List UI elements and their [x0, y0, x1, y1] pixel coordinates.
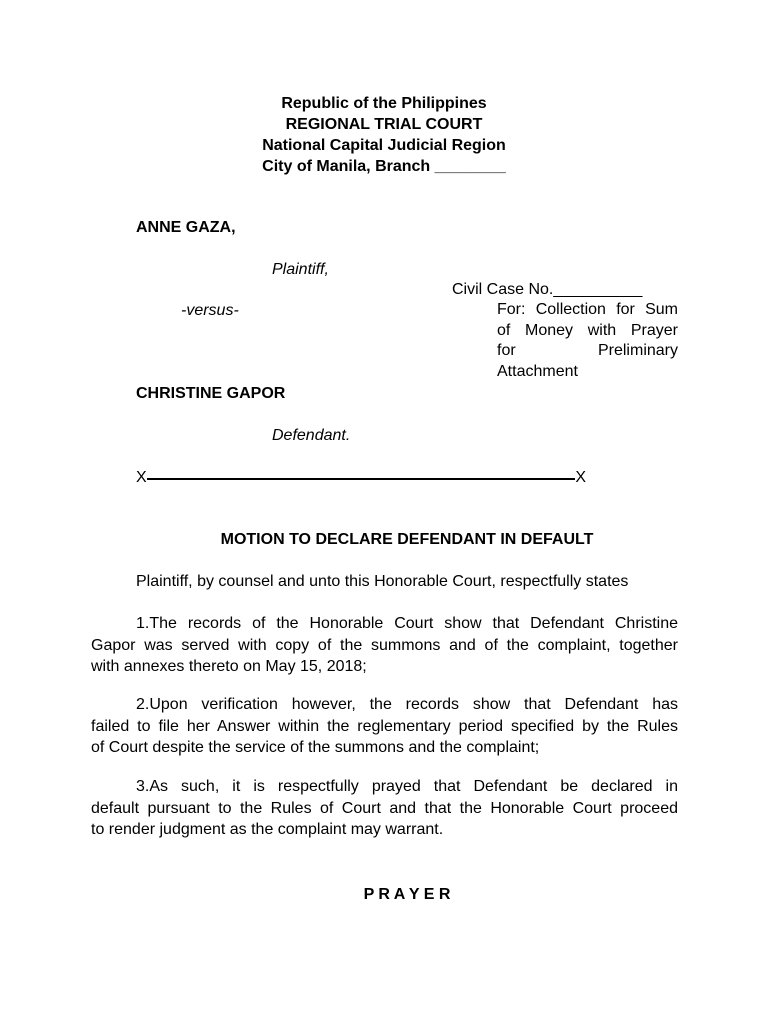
header-republic: Republic of the Philippines — [281, 95, 487, 112]
paragraph-line: 1.The records of the Honorable Court show that Defendant Christine — [136, 615, 678, 632]
header-region: National Capital Judicial Region — [262, 137, 506, 154]
separator-left-x: X — [136, 469, 147, 486]
paragraph-line: 3.As such, it is respectfully prayed that Defendant be declared in — [136, 778, 678, 795]
case-nature-line: for Preliminary — [497, 342, 678, 359]
case-nature-line: of Money with Prayer — [497, 321, 678, 339]
prayer-heading: P R A Y E R — [363, 886, 451, 903]
paragraph-3 — [91, 776, 678, 841]
civil-case-number: Civil Case No.__________ — [452, 281, 643, 298]
defendant-name: CHRISTINE GAPOR — [136, 385, 286, 402]
case-nature — [497, 300, 678, 382]
plaintiff-name: ANNE GAZA, — [136, 219, 236, 236]
paragraph-line: Gapor was served with copy of the summons and of the complaint, together — [91, 636, 678, 654]
paragraph-line: of Court despite the service of the summons and the complaint; — [91, 739, 540, 756]
paragraph-line: 2.Upon verification however, the records show that Defendant has — [136, 696, 678, 713]
intro-statement: Plaintiff, by counsel and unto this Honorable Court, respectfully states — [136, 573, 629, 590]
separator-rule — [147, 478, 576, 480]
separator-right-x: X — [575, 469, 586, 486]
header-city-branch: City of Manila, Branch ________ — [262, 158, 506, 175]
paragraph-line: to render judgment as the complaint may warrant. — [91, 821, 444, 838]
versus-label: -versus- — [181, 302, 239, 319]
header-court: REGIONAL TRIAL COURT — [285, 116, 483, 133]
paragraph-line: with annexes thereto on May 15, 2018; — [91, 658, 367, 675]
paragraph-line: failed to file her Answer within the reglementary period specified by the Rules — [91, 717, 678, 735]
plaintiff-label: Plaintiff, — [272, 261, 329, 278]
paragraph-1 — [91, 613, 678, 678]
case-nature-line: Attachment — [497, 362, 578, 380]
paragraph-2 — [91, 694, 678, 759]
caption-separator — [136, 468, 586, 488]
defendant-label: Defendant. — [272, 427, 351, 444]
motion-title: MOTION TO DECLARE DEFENDANT IN DEFAULT — [220, 531, 594, 548]
paragraph-line: default pursuant to the Rules of Court and that the Honorable Court proceed — [91, 799, 678, 817]
case-nature-line: For: Collection for Sum — [497, 301, 678, 318]
